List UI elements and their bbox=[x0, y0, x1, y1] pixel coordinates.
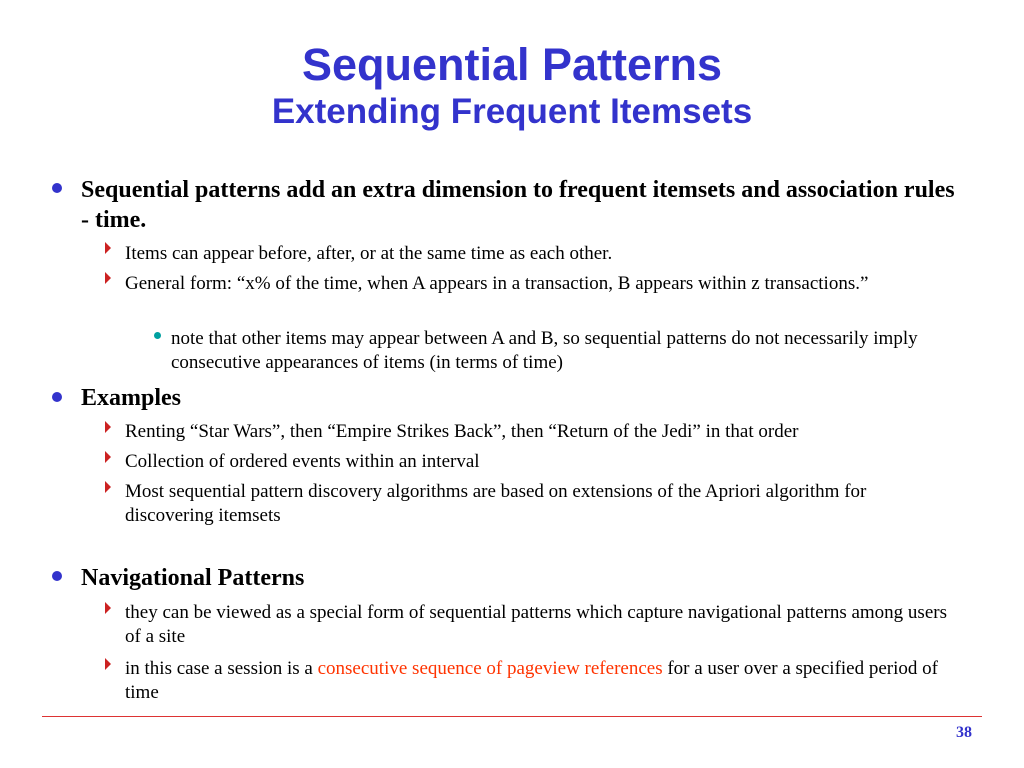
bullet-2-sub-1: Renting “Star Wars”, then “Empire Strikes Back”, then “Return of the Jedi” in that order bbox=[125, 421, 799, 442]
highlight-phrase: consecutive sequence of pageview references bbox=[317, 658, 663, 679]
bullet-3-text: Navigational Patterns bbox=[81, 565, 305, 591]
bullet-dot-icon bbox=[52, 392, 62, 402]
bullet-1-text: Sequential patterns add an extra dimension to frequent itemsets and association rules - time. bbox=[81, 177, 955, 233]
bullet-2-sub-3: Most sequential pattern discovery algorithms are based on extensions of the Apriori algorithm for discovering itemsets bbox=[125, 481, 867, 526]
page-number: 38 bbox=[956, 724, 972, 741]
bullet-1-sub-1: Items can appear before, after, or at the same time as each other. bbox=[125, 243, 613, 264]
bullet-2-text: Examples bbox=[81, 385, 182, 411]
slide-subtitle: Extending Frequent Itemsets bbox=[271, 92, 753, 131]
arrow-bullet-icon bbox=[105, 658, 111, 670]
small-dot-icon bbox=[154, 332, 161, 339]
footer-divider bbox=[42, 716, 982, 717]
bullet-3-sub-2 bbox=[125, 657, 955, 705]
bullet-dot-icon bbox=[52, 571, 62, 581]
bullet-dot-icon bbox=[52, 183, 62, 193]
bullet-1-sub-2: General form: “x% of the time, when A appears in a transaction, B appears within z transactions.” bbox=[125, 273, 869, 294]
bullet-1-subsub: note that other items may appear between A and B, so sequential patterns do not necessarily imply consecutive appearances of items (in terms of time) bbox=[171, 328, 918, 373]
bullet-3-sub-1: they can be viewed as a special form of sequential patterns which capture navigational patterns among users of a site bbox=[125, 602, 947, 647]
bullet-2-sub-2: Collection of ordered events within an interval bbox=[125, 451, 480, 472]
arrow-bullet-icon bbox=[105, 481, 111, 493]
arrow-bullet-icon bbox=[105, 242, 111, 254]
bullet-3-sub-2-after: for a user over a specified period of time bbox=[125, 658, 938, 703]
arrow-bullet-icon bbox=[105, 421, 111, 433]
arrow-bullet-icon bbox=[105, 602, 111, 614]
bullet-3-sub-2-before: in this case a session is a bbox=[125, 658, 318, 679]
arrow-bullet-icon bbox=[105, 451, 111, 463]
arrow-bullet-icon bbox=[105, 272, 111, 284]
slide-title: Sequential Patterns bbox=[301, 39, 723, 90]
